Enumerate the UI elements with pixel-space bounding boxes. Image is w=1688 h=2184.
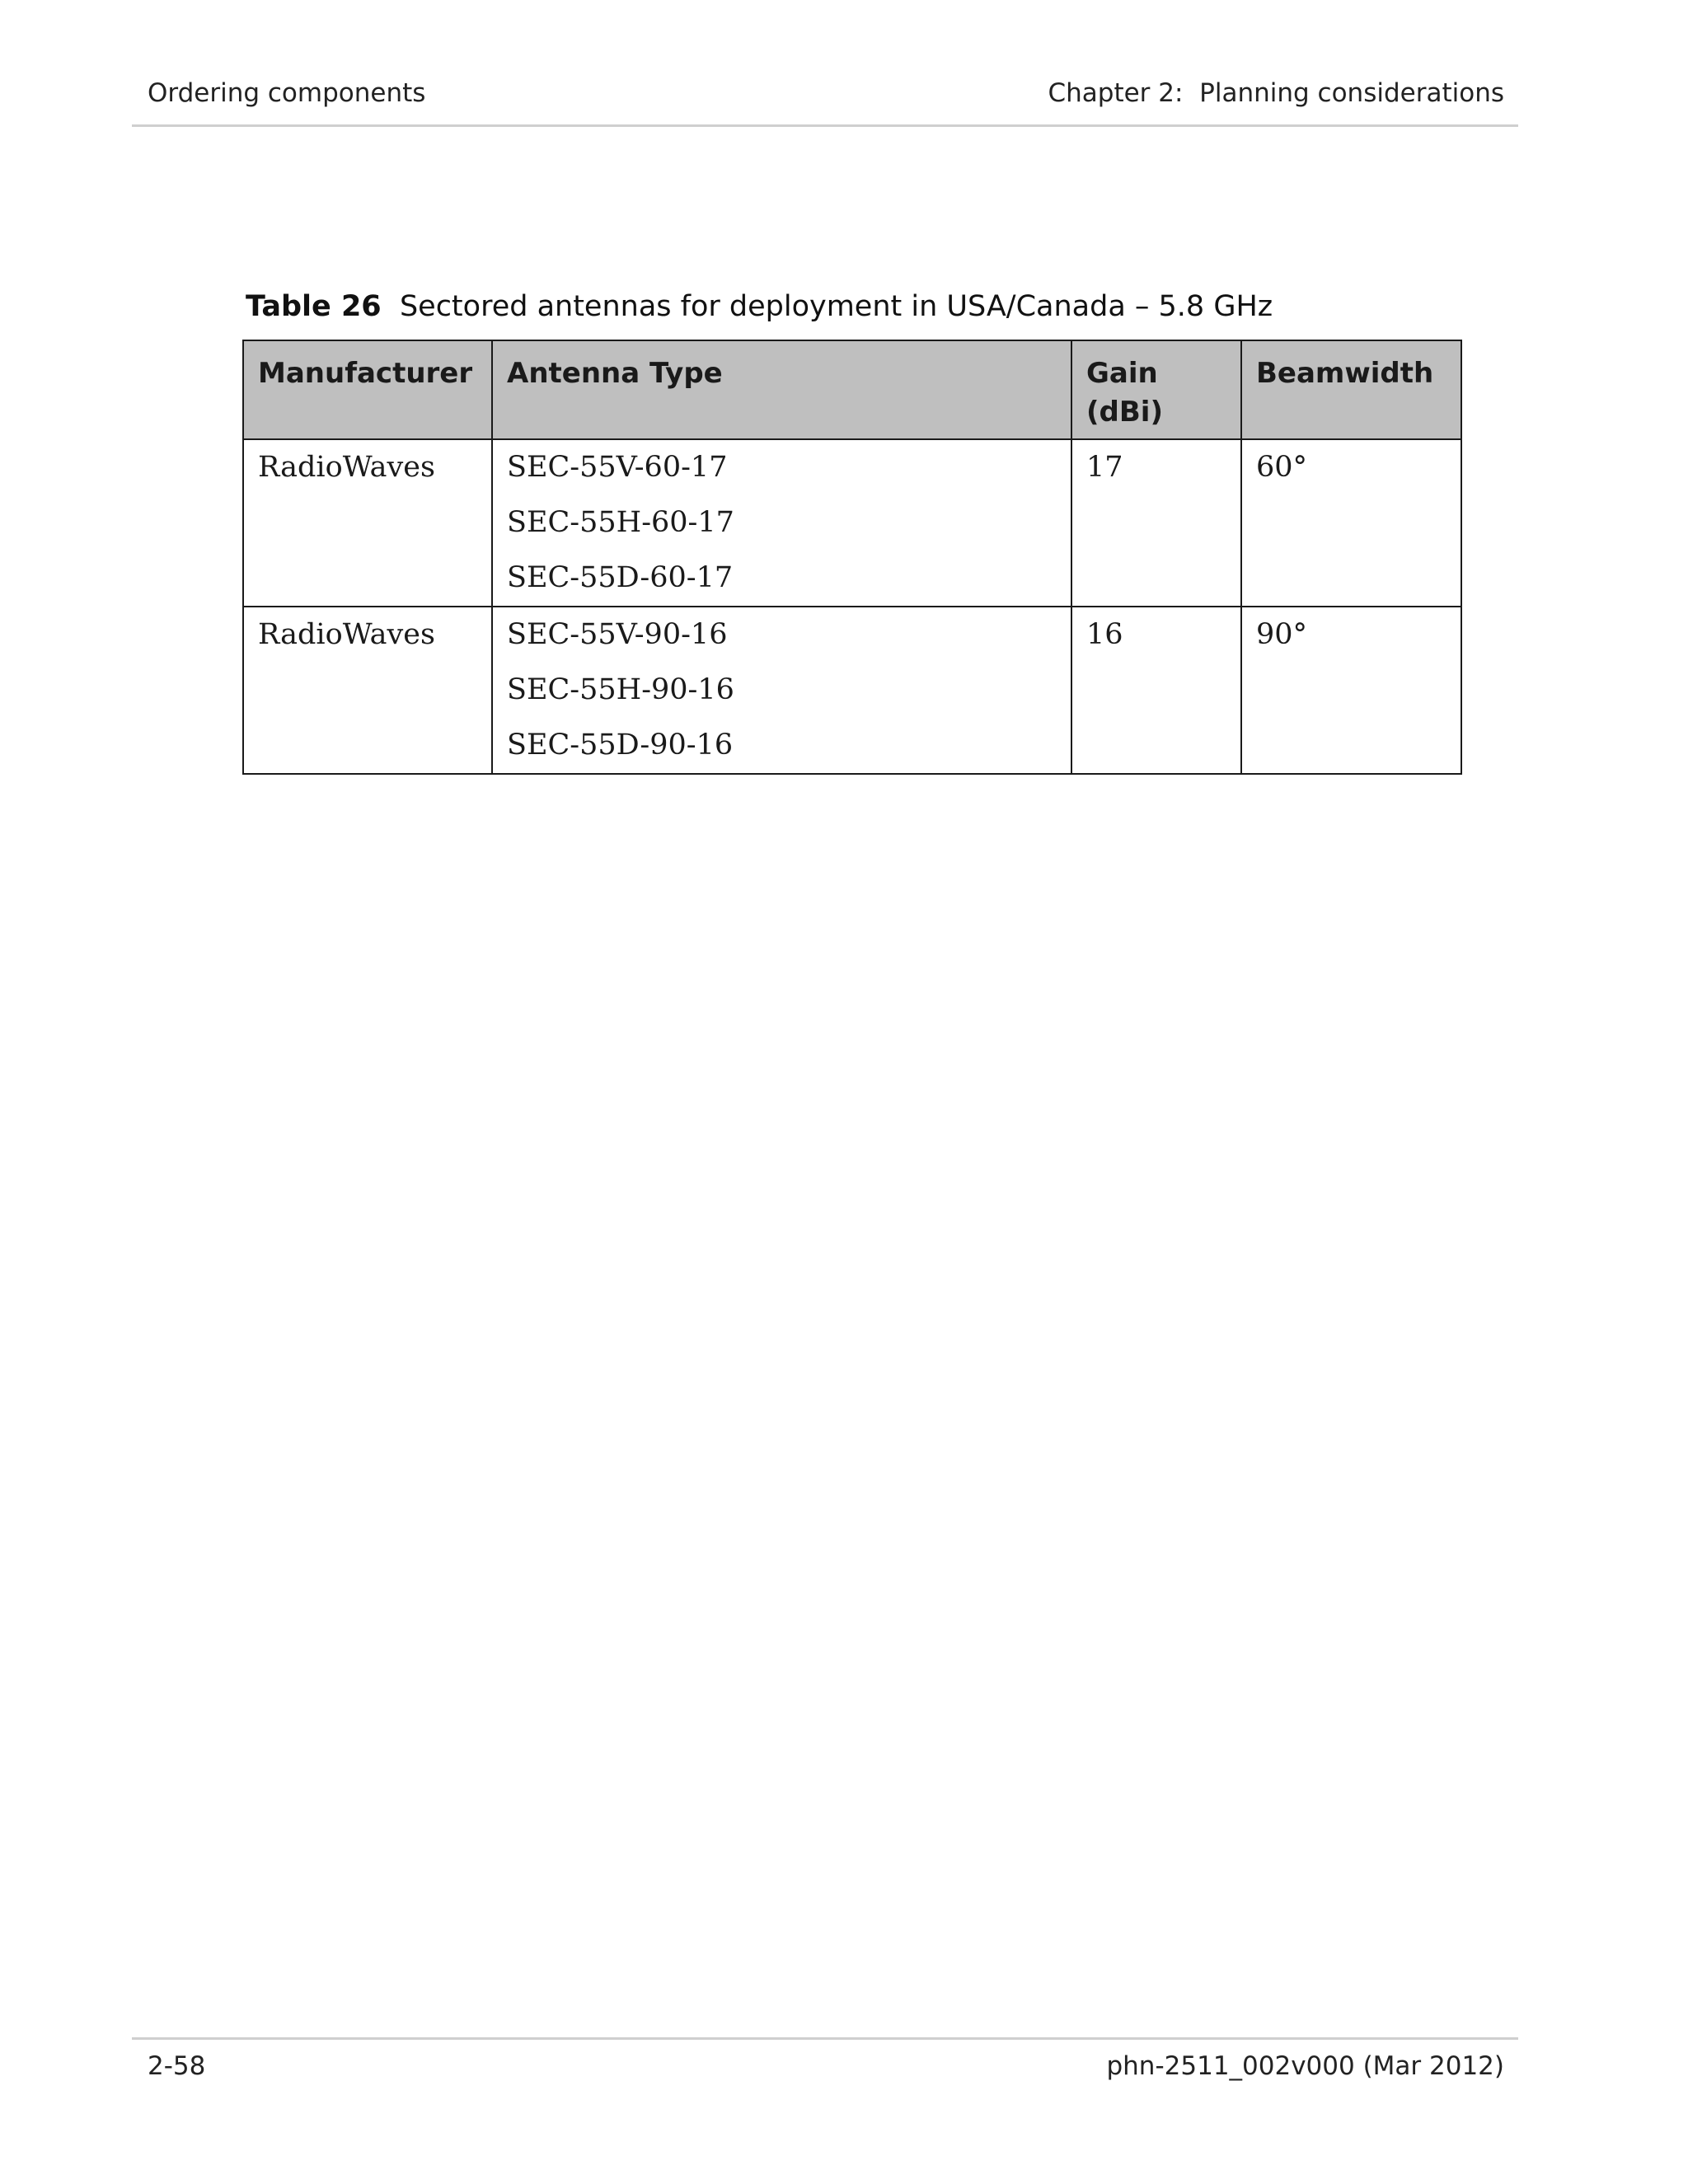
- document-id: phn-2511_002v000 (Mar 2012): [1106, 2051, 1504, 2081]
- antenna-type-item: SEC-55H-90-16: [507, 673, 734, 706]
- cell-beamwidth: 60°: [1241, 439, 1461, 607]
- table-caption: [246, 290, 1273, 323]
- antenna-table: [242, 340, 1462, 775]
- column-header-manufacturer: Manufacturer: [243, 340, 492, 439]
- antenna-type-item: SEC-55V-90-16: [507, 618, 728, 651]
- table-row: [243, 607, 1461, 774]
- running-header-chapter: Chapter 2: Planning considerations: [1048, 78, 1504, 108]
- cell-antenna-type: [492, 607, 1071, 774]
- header-divider: [132, 124, 1518, 127]
- cell-manufacturer: RadioWaves: [243, 607, 492, 774]
- antenna-type-item: SEC-55D-90-16: [507, 729, 734, 762]
- cell-antenna-type: [492, 439, 1071, 607]
- table-header-row: [243, 340, 1461, 439]
- antenna-type-item: SEC-55V-60-17: [507, 451, 728, 484]
- table-caption-label: Table 26: [246, 290, 382, 323]
- column-header-gain: [1071, 340, 1241, 439]
- table-row: [243, 439, 1461, 607]
- cell-beamwidth: 90°: [1241, 607, 1461, 774]
- cell-gain: 16: [1071, 607, 1241, 774]
- footer-divider: [132, 2037, 1518, 2040]
- antenna-type-item: SEC-55D-60-17: [507, 561, 734, 594]
- cell-gain: 17: [1071, 439, 1241, 607]
- antenna-type-item: SEC-55H-60-17: [507, 506, 734, 539]
- column-header-antenna-type: Antenna Type: [492, 340, 1071, 439]
- column-header-gain-line2: (dBi): [1086, 396, 1163, 429]
- table-caption-text: Sectored antennas for deployment in USA/Canada – 5.8 GHz: [399, 290, 1273, 323]
- cell-manufacturer: RadioWaves: [243, 439, 492, 607]
- column-header-gain-line1: Gain: [1086, 357, 1158, 390]
- page-number: 2-58: [148, 2051, 206, 2081]
- running-header-section: Ordering components: [148, 78, 426, 108]
- column-header-beamwidth: Beamwidth: [1241, 340, 1461, 439]
